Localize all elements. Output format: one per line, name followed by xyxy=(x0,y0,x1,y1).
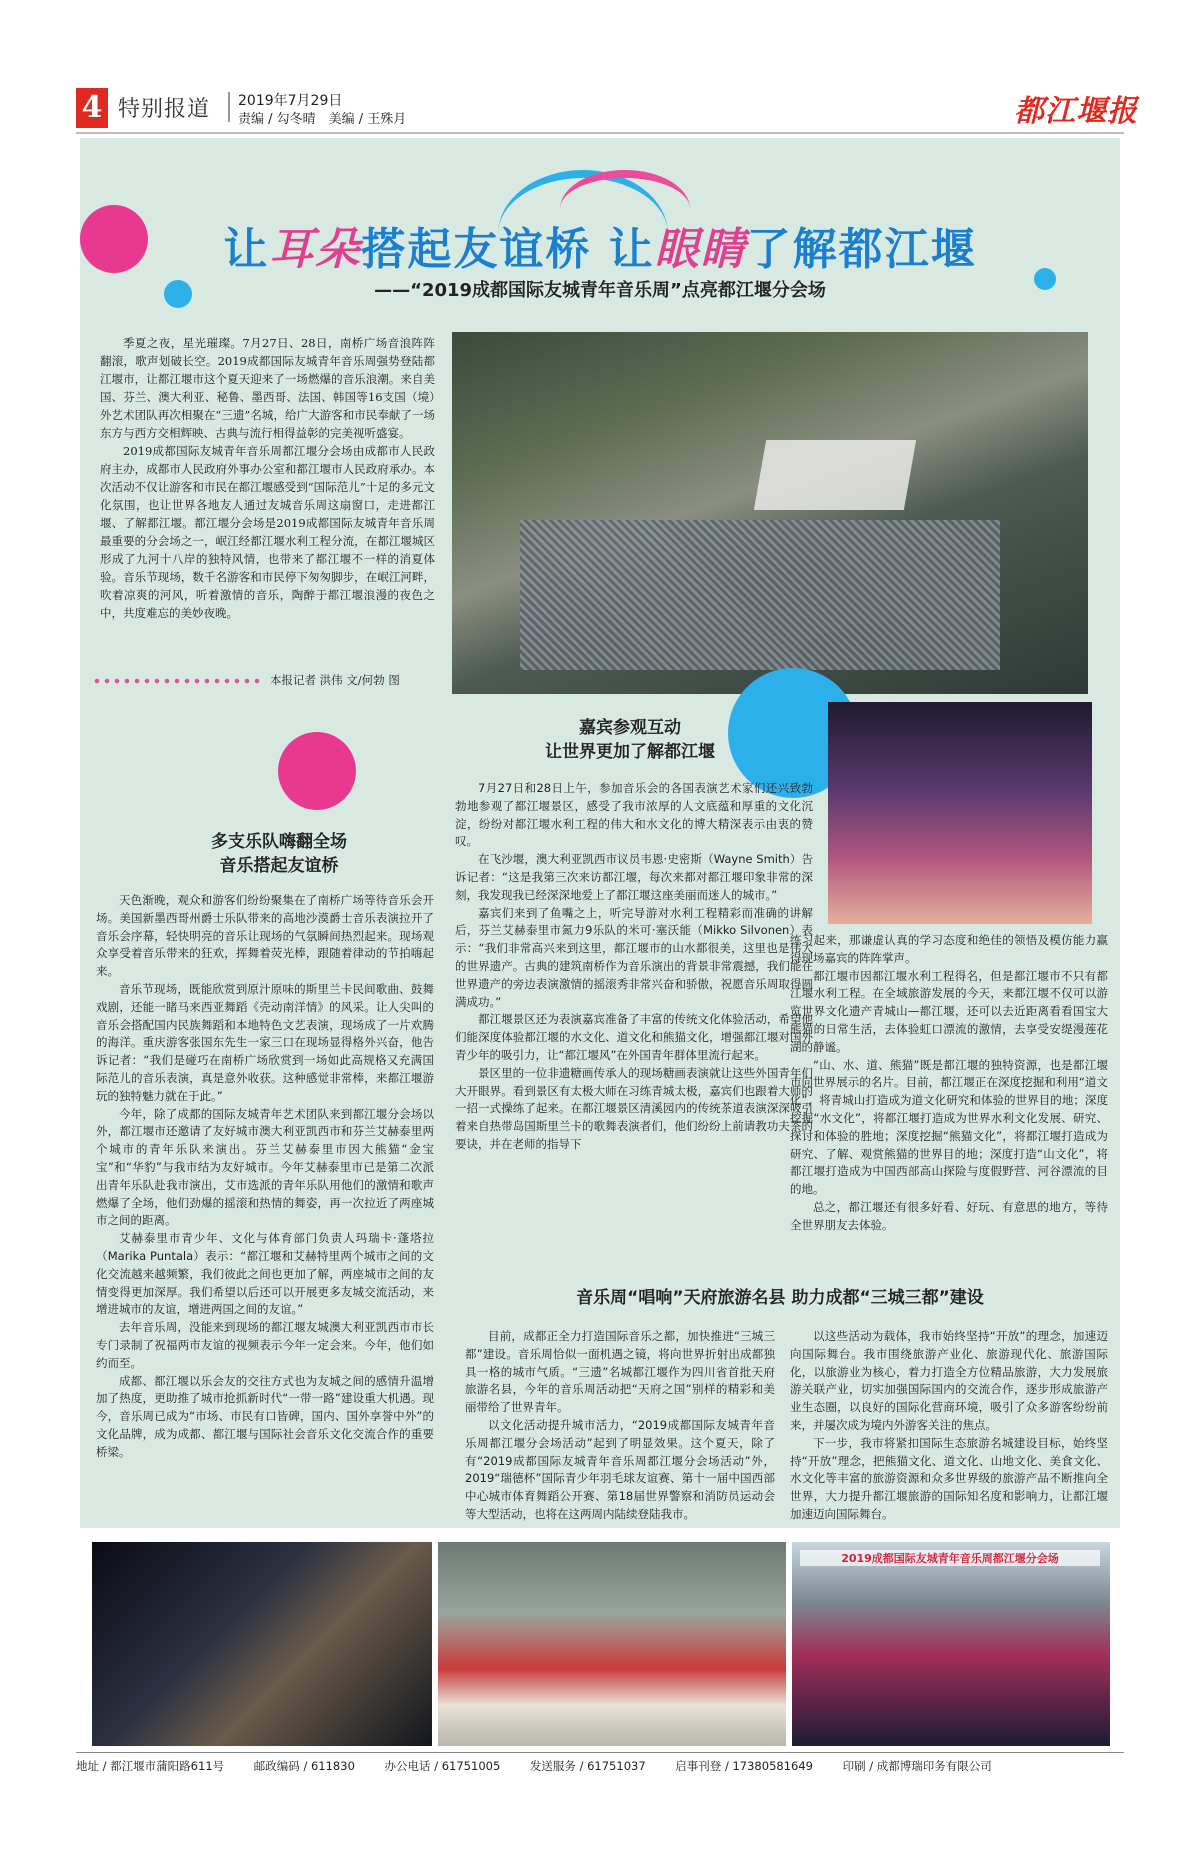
footer-rule xyxy=(76,1752,1124,1753)
dotted-divider xyxy=(92,678,262,684)
stage-performance-photo xyxy=(792,1542,1110,1746)
decorative-blue-circle xyxy=(164,280,192,308)
audience-photo xyxy=(828,702,1092,924)
section1-title-line2: 音乐搭起友谊桥 xyxy=(219,856,339,876)
article-paragraph: 下一步，我市将紧扣国际生态旅游名城建设目标，始终坚持“开放”理念，把熊猫文化、道文化、山地文化、美食文化、水文化等丰富的旅游资源和众多世界级的旅游产品不断推向全世界，大力提升都江堰旅游的国际知名度和影响力，让都江堰加速迈向国际舞台。 xyxy=(790,1435,1108,1521)
article-paragraph: 总之，都江堰还有很多好看、好玩、有意思的地方，等待全世界朋友去体验。 xyxy=(790,1199,1108,1232)
issue-date: 2019年7月29日 xyxy=(238,93,343,109)
article-paragraph: 在飞沙堰，澳大利亚凯西市议员韦恩·史密斯（Wayne Smith）告诉记者：“这是我第三次来访都江堰，每次来都对都江堰印象非常的深刻，我发现我已经深深地爱上了都江堰这座美丽而迷人的城市。” xyxy=(455,852,813,902)
article-paragraph: 以文化活动提升城市活力，“2019成都国际友城青年音乐周都江堰分会场活动”起到了明显效果。这个夏天，除了有“2019成都国际友城青年音乐周都江堰分会场活动”外，2019“瑞德杯”国际青少年羽毛球友谊赛、第十一届中国西部中心城市体育舞蹈公开赛、第18届世界警察和消防员运动会等大型活动，也将在这两周内陆续登陆我市。 xyxy=(465,1417,775,1521)
footer-ads: 启事刊登 / 17380581649 xyxy=(675,1759,813,1773)
footer-printer: 印刷 / 成都博瑞印务有限公司 xyxy=(842,1759,992,1773)
section2-heading xyxy=(470,716,790,764)
footer xyxy=(76,1758,1124,1774)
byline: 本报记者 洪伟 文/何勃 图 xyxy=(270,673,400,687)
footer-address: 地址 / 都江堰市蒲阳路611号 xyxy=(76,1759,225,1773)
headline-ear: 耳朵 xyxy=(269,224,362,275)
intro-paragraph: 季夏之夜，星光璀璨。7月27日、28日，南桥广场音浪阵阵翻滚，歌声划破长空。2019成都国际友城青年音乐周强势登陆都江堰市，让都江堰市这个夏天迎来了一场燃爆的音乐浪潮。来自美国、芬兰、澳大利亚、秘鲁、墨西哥、法国、韩国等16支国（境）外艺术团队再次相聚在“三遗”名城，给广大游客和市民奉献了一场东方与西方交相辉映、古典与流行相得益彰的完美视听盛宴。 xyxy=(100,336,435,440)
article-paragraph: 艾赫泰里市青少年、文化与体育部门负责人玛瑞卡·蓬塔拉（Marika Puntala）表示：“都江堰和艾赫特里两个城市之间的文化交流越来越频繁，我们彼此之间也更加了解，两座城市之间的友情变得更加深厚。我们希望以后还可以开展更多友城交流活动，来增进城市的友谊，增进两国之间的友谊。” xyxy=(96,1231,434,1317)
article-paragraph: 成都、都江堰以乐会友的交往方式也为友城之间的感情升温增加了热度，更助推了城市抢抓新时代“一带一路”建设重大机遇。现今，音乐周已成为“市场、市民有口皆碑，国内、国外享誉中外”的文化品牌，成为成都、都江堰与国际社会音乐文化交流合作的重要桥梁。 xyxy=(96,1373,434,1459)
footer-distribution: 发送服务 / 61751037 xyxy=(529,1759,646,1773)
section-name: 特别报道 xyxy=(118,97,211,122)
article-paragraph: 以这些活动为载体，我市始终坚持“开放”的理念，加速迈向国际舞台。我市围绕旅游产业化、旅游现代化、旅游国际化，以旅游业为核心，着力打造全方位精品旅游，大力发展旅游关联产业，切实加强国际国内的交流合作，逐步形成旅游产业生态圈，以良好的国际化营商环境，吸引了众多游客纷纷前来，并屡次成为境内外游客关注的焦点。 xyxy=(790,1329,1108,1432)
section1-title-line1: 多支乐队嗨翻全场 xyxy=(211,832,347,852)
section3-heading: 音乐周“唱响”天府旅游名县 助力成都“三城三都”建设 xyxy=(576,1288,984,1308)
intro-text xyxy=(100,334,435,622)
headline-part-b: 搭起友谊桥 让 xyxy=(361,224,655,275)
headline xyxy=(220,213,980,277)
headline-part-a: 让 xyxy=(223,224,270,275)
article-paragraph: 今年，除了成都的国际友城青年艺术团队来到都江堰分会场以外，都江堰市还邀请了友好城市澳大利亚凯西市和芬兰艾赫泰里两个城市的青年乐队来演出。芬兰艾赫泰里市因大熊猫“金宝宝”和“华豹”与我市结为友好城市。今年艾赫泰里市已是第二次派出青年乐队赴我市演出，艾市选派的青年乐队用他们的激情和歌声燃爆了全场，他们劲爆的摇滚和热情的舞姿，再一次拉近了两座城市之间的距离。 xyxy=(96,1106,434,1228)
footer-postcode: 邮政编码 / 611830 xyxy=(253,1759,355,1773)
editors-credit: 责编 / 勾冬晴 美编 / 王殊月 xyxy=(238,112,407,127)
header-rule xyxy=(76,132,1124,134)
article-paragraph: 目前，成都正全力打造国际音乐之都，加快推进“三城三都”建设。音乐周恰似一面机遇之镜，将向世界折射出成都独具一格的城市气质。“三遗”名城都江堰作为四川省首批天府旅游名县，今年的音乐周活动把“天府之国”别样的精彩和美丽带给了世界青年。 xyxy=(465,1329,775,1415)
section1-heading xyxy=(134,830,424,878)
article-paragraph: 都江堰市因都江堰水利工程得名，但是都江堰市不只有都江堰水利工程。在全域旅游发展的今天，来都江堰不仅可以游览世界文化遗产青城山—都江堰，还可以去近距离看看国宝大熊猫的日常生活，去体验虹口漂流的激情，去享受安缇漫莲花湖的静谧。 xyxy=(790,968,1108,1054)
article-paragraph: 景区里的一位非遗糖画传承人的现场糖画表演就让这些外国青年们大开眼界。看到景区有太极大师在习练青城太极，嘉宾们也跟着大师的一招一式操练了起来。在都江堰景区清溪园内的传统茶道表演深深吸引着来自热带岛国斯里兰卡的歌舞表演者们，他们纷纷上前请教功夫茶的要诀，并在老师的指导下 xyxy=(455,1065,813,1151)
singer-photo xyxy=(92,1542,432,1746)
footer-office-phone: 办公电话 / 61751005 xyxy=(384,1759,501,1773)
article-paragraph: 嘉宾们来到了鱼嘴之上，听完导游对水利工程精彩而准确的讲解后，芬兰艾赫泰里市氮力9乐队的米可·塞沃能（Mikko Silvonen）表示：“我们非常高兴来到这里，都江堰市的山水都很美，这里也是伟大的世界遗产。古典的建筑南桥作为音乐演出的背景非常震撼，我们能在世界遗产的旁边表演激情的摇滚秀非常兴奋和骄傲，祝愿音乐周取得圆满成功。” xyxy=(455,905,813,1009)
decorative-pink-circle xyxy=(80,205,148,273)
article-paragraph: 天色渐晚，观众和游客们纷纷聚集在了南桥广场等待音乐会开场。美国新墨西哥州爵士乐队带来的高地沙漠爵士音乐表演拉开了音乐会序幕，轻快明亮的音乐让现场的气氛瞬间热烈起来。现场观众享受着音乐带来的狂欢，挥舞着荧光棒，跟随着律动的节拍嗨起来。 xyxy=(96,893,434,979)
photo-crowd-shape xyxy=(520,520,1000,670)
article-paragraph: “山、水、道、熊猫”既是都江堰的独特资源，也是都江堰市向世界展示的名片。目前，都江堰正在深度挖掘和利用“道文化”，将青城山打造成为道文化研究和体验的世界目的地；深度挖掘“水文化”，将都江堰打造成为世界水利文化发展、研究、探讨和体验的胜地；深度挖掘“熊猫文化”，将都江堰打造成为研究、了解、观赏熊猫的世界目的地；深度打造“山文化”，将都江堰打造成为中国西部高山探险与度假野营、河谷漂流的目的地。 xyxy=(790,1057,1108,1197)
section2-title-line2: 让世界更加了解都江堰 xyxy=(545,742,715,762)
intro-paragraph: 2019成都国际友城青年音乐周都江堰分会场由成都市人民政府主办，成都市人民政府外事办公室和都江堰市人民政府承办。本次活动不仅让游客和市民在都江堰感受到“国际范儿”十足的多元文化氛围，也让世界各地友人通过友城音乐周这扇窗口，走进都江堰、了解都江堰。都江堰分会场是2019成都国际友城青年音乐周最重要的分会场之一，岷江经都江堰水利工程分流，在都江堰城区形成了九河十八岸的独特风情，也带来了都江堰不一样的消夏体验。音乐节现场，数千名游客和市民停下匆匆脚步，在岷江河畔，吹着凉爽的河风，听着激情的音乐，陶醉于都江堰浪漫的夜色之中，共度难忘的美妙夜晚。 xyxy=(100,444,435,620)
article-paragraph: 音乐节现场，既能欣赏到原汁原味的斯里兰卡民间歌曲、鼓舞戏剧，还能一睹马来西亚舞蹈《壳动南洋情》的风采。让人尖叫的音乐会搭配国内民族舞蹈和本地特色文艺表演，现场成了一片欢腾的海洋。重庆游客张国东先生一家三口在现场显得格外兴奋，他告诉记者：“我们是碰巧在南桥广场欣赏到一场如此高规格又充满国际范儿的音乐表演，真是意外收获。这种感觉非常棒，来都江堰游玩的独特魅力就在于此。” xyxy=(96,981,434,1103)
section3-text-left xyxy=(465,1328,775,1524)
photo-stage-shape xyxy=(754,440,916,510)
decorative-blue-dot xyxy=(1034,268,1056,290)
header-divider xyxy=(228,92,230,122)
article-paragraph: 练习起来，那谦虚认真的学习态度和绝佳的领悟及模仿能力赢得现场嘉宾的阵阵掌声。 xyxy=(790,933,1108,965)
article-paragraph: 都江堰景区还为表演嘉宾准备了丰富的传统文化体验活动，希望他们能深度体验都江堰的水文化、道文化和熊猫文化，增强都江堰对国外青少年的吸引力，让“都江堰风”在外国青年群体里流行起来。 xyxy=(455,1012,813,1062)
stage-banner-text: 2019成都国际友城青年音乐周都江堰分会场 xyxy=(800,1550,1100,1566)
section2-title-line1: 嘉宾参观互动 xyxy=(579,718,681,738)
decorative-large-pink-circle xyxy=(278,732,356,810)
newspaper-logo: 都江堰报 xyxy=(1014,94,1138,129)
section2-text-left xyxy=(455,780,813,1154)
page-number: 4 xyxy=(76,88,108,128)
article-paragraph: 7月27日和28日上午，参加音乐会的各国表演艺术家们还兴致勃勃地参观了都江堰景区，感受了我市浓厚的人文底蕴和厚重的文化沉淀，纷纷对都江堰水利工程的伟大和水文化的博大精深表示由衷的赞叹。 xyxy=(455,781,813,849)
section2-text-right xyxy=(790,932,1108,1235)
group-photo xyxy=(438,1542,786,1746)
section1-text xyxy=(96,892,434,1462)
article-paragraph: 去年音乐周，没能来到现场的都江堰友城澳大利亚凯西市市长专门录制了祝福两市友谊的视频表示今年一定会来。今年，他们如约而至。 xyxy=(96,1320,434,1370)
section3-text-right xyxy=(790,1328,1108,1524)
subheadline: ——“2019成都国际友城青年音乐周”点亮都江堰分会场 xyxy=(374,280,826,301)
headline-part-c: 了解都江堰 xyxy=(746,224,977,275)
headline-eye: 眼睛 xyxy=(654,224,747,275)
